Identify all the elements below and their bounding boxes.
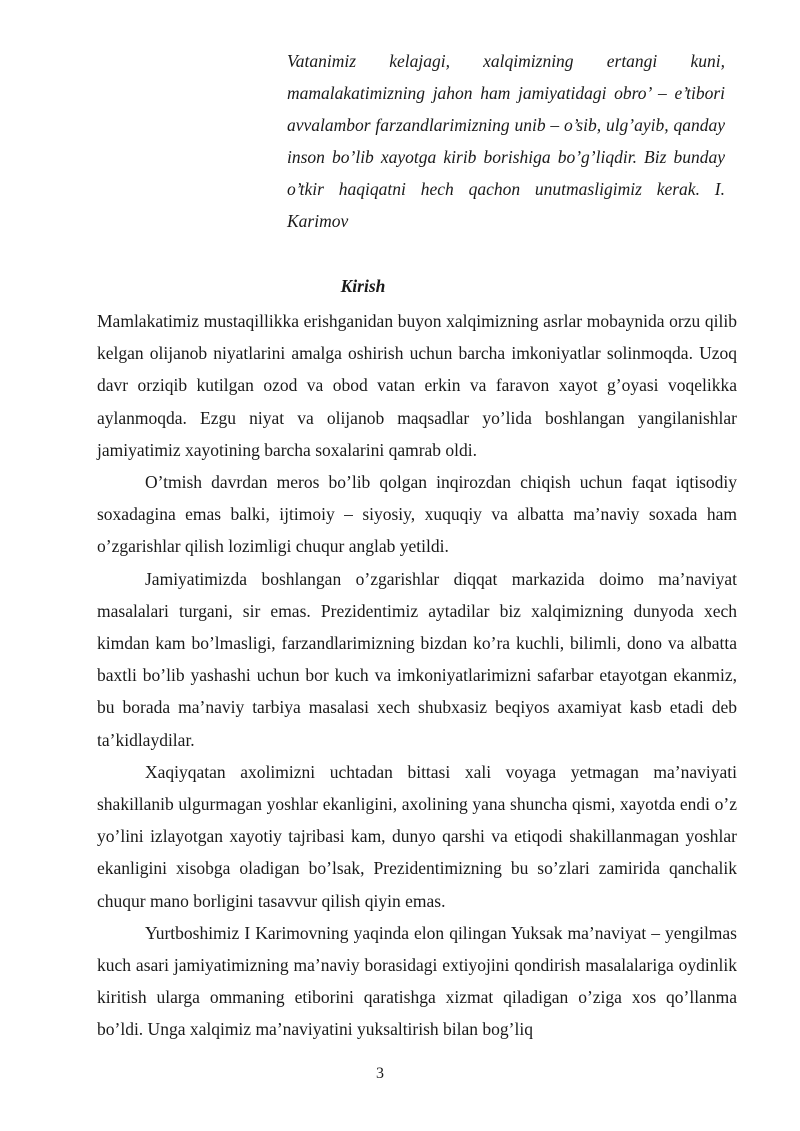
section-heading: Kirish: [340, 276, 386, 296]
paragraph: Yurtboshimiz I Karimovning yaqinda elon qilingan Yuksak ma’naviyat – yengilmas kuch asari jamiyatimizning ma’naviy borasidagi extiyojini qondirish masalalariga oydinlik kiritish ularga ommaning etiborini qaratishga xizmat qiladigan o’ziga xos qo’llanma bo’ldi. Unga xalqimiz ma’naviyatini yuksaltirish bilan bog’liq: [97, 922, 737, 1040]
paragraph: Mamlakatimiz mustaqillikka erishganidan buyon xalqimizning asrlar mobaynida orzu qilib kelgan olijanob niyatlarini amalga oshirish uchun barcha imkoniyatlar solinmoqda. Uzoq davr orziqib kutilgan ozod va obod vatan erkin va faravon xayot g’oyasi voqelikka aylanmoqda. Ezgu niyat va olijanob maqsadlar yo’lida boshlangan yangilanishlar jamiyatimiz xayotining barcha soxalarini qamrab oldi.: [97, 311, 737, 460]
paragraph: Xaqiyqatan axolimizni uchtadan bittasi xali voyaga yetmagan ma’naviyati shakillanib ulgurmagan yoshlar ekanligini, axolining yana shuncha qismi, xayotda endi o’z yo’lini izlayotgan xayotiy tajribasi kam, dunyo qarshi va etiqodi shakillanmagan yoshlar ekanligini xisobga oladigan bo’lsak, Prezidentimizning bu so’zlari zamirida qanchalik chuqur mano borligini tasavvur qilish qiyin emas.: [97, 761, 737, 911]
epigraph-quote: Vatanimiz kelajagi, xalqimizning ertangi kuni, mamalakatimizning jahon ham jamiyatidagi obro’ – e’tibori avvalambor farzandlarimizning unib – o’sib, ulg’ayib, qanday inson bo’lib xayotga kirib borishiga bo’g’liqdir. Biz bunday o’tkir haqiqatni hech qachon unutmasligimiz kerak. I. Karimov: [287, 51, 725, 231]
paragraph: Jamiyatimizda boshlangan o’zgarishlar diqqat markazida doimo ma’naviyat masalalari turgani, sir emas. Prezidentimiz aytadilar biz xalqimizning dunyoda xech kimdan kam bo’lmasligi, farzandlarimizning bizdan ko’ra kuchli, bilimli, dono va albatta baxtli bo’lib yashashi uchun bor kuch va imkoniyatlarimizni safarbar etayotgan ekanmiz, bu borada ma’naviy tarbiya masalasi xech shubxasiz beqiyos axamiyat kasb etadi deb ta’kidlaydilar.: [97, 568, 737, 750]
body-text: [97, 305, 737, 1046]
paragraph: O’tmish davrdan meros bo’lib qolgan inqirozdan chiqish uchun faqat iqtisodiy soxadagina emas balki, ijtimoiy – siyosiy, xuquqiy va albatta ma’naviy soxada ham o’zgarishlar qilish lozimligi chuqur anglab yetildi.: [97, 472, 737, 557]
page-number: 3: [376, 1065, 384, 1082]
